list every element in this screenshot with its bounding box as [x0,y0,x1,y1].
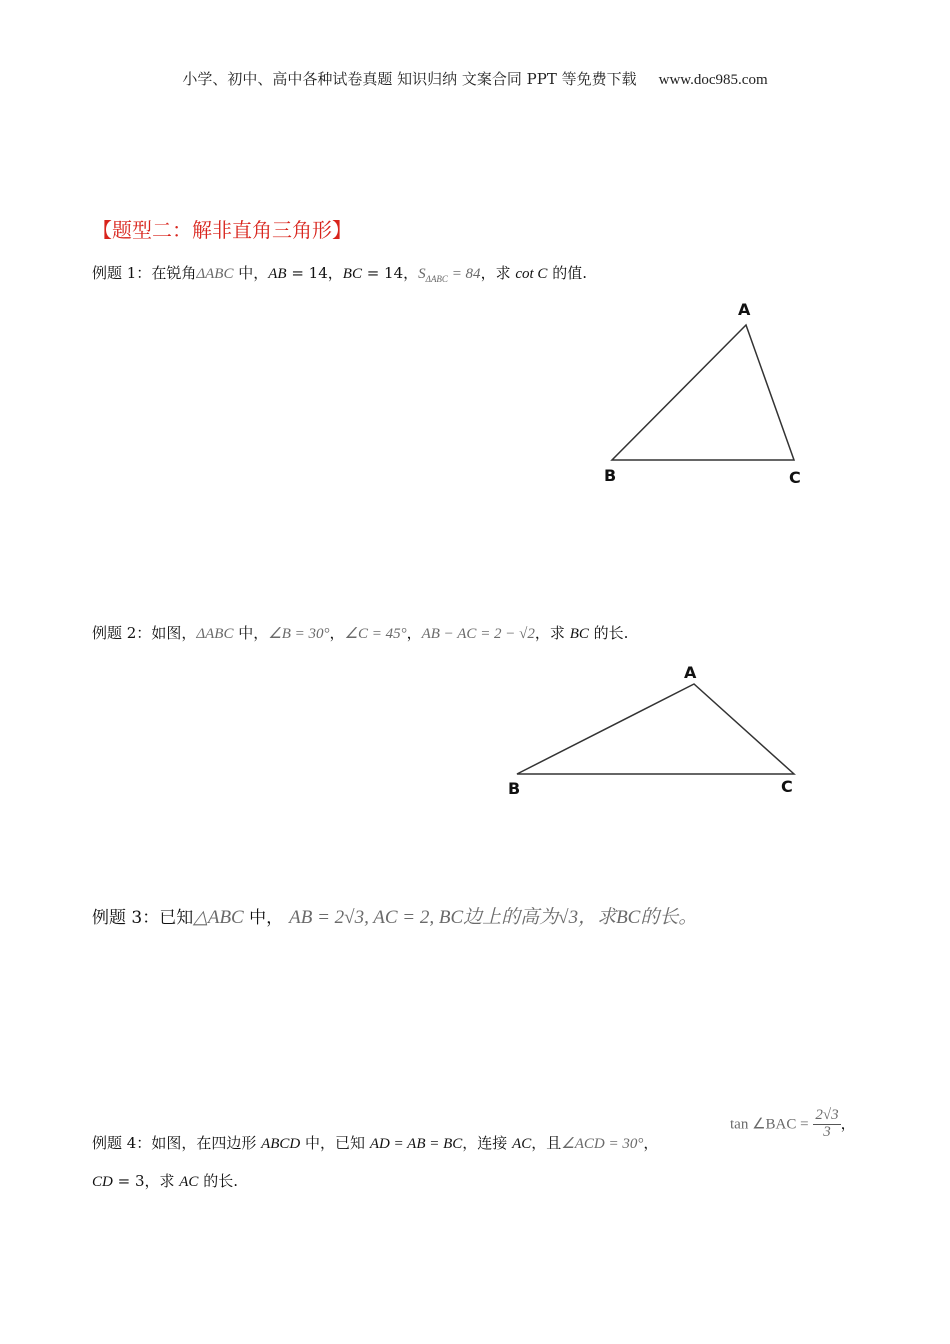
problem-3-text: 中， [243,908,284,928]
problem-2-text: 如图， [151,624,197,642]
problem-3-condition: AB = 2√3, AC = 2, BC边上的高为√3，求BC的长。 [289,907,698,928]
tan-prefix: tan ∠BAC = [730,1116,809,1133]
problem-2 [92,622,628,643]
problem-4-text: 如图，在四边形 [151,1134,262,1152]
cot-expression: cot C [515,266,548,282]
problem-2-text: ， [406,624,422,642]
problem-3 [92,902,697,929]
problem-1-text: 中， [233,264,269,282]
quadrilateral-name: ABCD [261,1136,301,1152]
header-text: 小学、初中、高中各种试卷真题 知识归纳 文案合同 PPT 等免费下载 [182,70,637,88]
vertex-b-label: B [508,779,521,798]
vertex-a-label: A [738,300,751,319]
vertex-c-label: C [789,468,801,487]
triangle-symbol: ΔABC [196,266,234,282]
problem-4-text: = 3，求 [112,1172,180,1190]
area-symbol: S [418,266,426,282]
section-title: 【题型二：解非直角三角形】 [92,218,352,242]
figure-2-triangle [500,658,810,803]
tan-fraction [813,1108,840,1141]
problem-2-text: ， [329,624,345,642]
tan-denominator: 3 [823,1123,831,1140]
tan-numerator: 2√3 [815,1107,839,1123]
problem-1 [92,262,587,284]
problem-4 [92,1132,658,1153]
segment-ac: AC [179,1174,199,1190]
side-difference: AB − AC = 2 − √2 [421,626,535,642]
problem-1-text: = 14， [286,264,343,282]
vertex-a-label: A [684,663,697,682]
problem-4-text: 中，已知 [300,1134,370,1152]
triangle-symbol: △ABC [193,907,244,928]
angle-b: ∠B = 30° [268,626,330,642]
vertex-c-label: C [781,777,793,796]
segment-ac: AC [512,1136,532,1152]
problem-1-text: = 14， [361,264,419,282]
side-bc: BC [342,266,362,282]
problem-4-text: ，且 [531,1134,562,1152]
problem-2-text: ，求 [534,624,570,642]
triangle-1-shape [612,325,794,460]
problem-4-text: 的长. [198,1172,238,1190]
tan-expression [730,1108,856,1141]
problem-1-text: 的值. [547,264,587,282]
triangle-symbol: ΔABC [196,626,234,642]
problem-1-text: ，求 [480,264,516,282]
header-site-link[interactable]: www.doc985.com [658,72,768,88]
problem-2-label: 例题 2： [92,624,152,642]
segment-cd: CD [92,1174,113,1190]
problem-3-label: 例题 3： [92,908,160,928]
figure-1-triangle [595,295,815,490]
problem-4-label: 例题 4： [92,1134,152,1152]
triangle-2-shape [517,684,794,774]
area-value: = 84 [447,266,481,282]
side-bc: BC [569,626,589,642]
problem-1-label: 例题 1： [92,264,152,282]
problem-2-text: 的长. [588,624,629,642]
problem-4-text: ， [643,1134,659,1152]
vertex-b-label: B [604,466,617,485]
problem-2-text: 中， [233,624,269,642]
angle-c: ∠C = 45° [344,626,407,642]
side-ab: AB [268,266,287,282]
angle-acd: ∠ACD = 30° [561,1136,644,1152]
page-header [0,68,950,89]
problem-4-line-2 [92,1170,238,1191]
area-expression [418,266,480,282]
problem-3-text: 已知 [159,908,194,928]
problem-4-text: ，连接 [462,1134,513,1152]
problem-1-text: 在锐角 [151,264,197,282]
equal-sides: AD = AB = BC [369,1136,463,1152]
problem-4-text: ， [840,1114,856,1133]
area-subscript: ΔABC [425,274,448,284]
